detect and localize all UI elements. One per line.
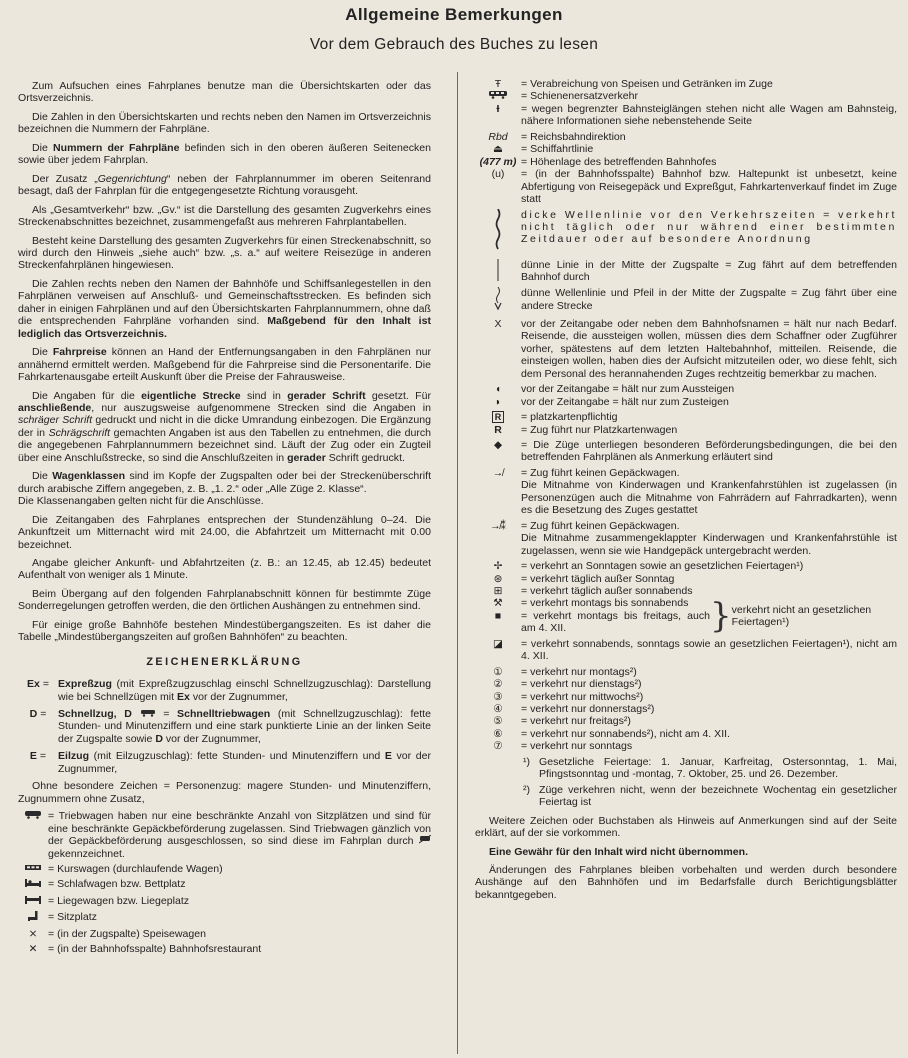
legend-entry-bedarfshalt: X vor der Zeitangabe oder neben dem Bahnhofsnamen = hält nur nach Bedarf. Reisende, die aussteigen wollen, müssen dies dem Schaffner oder Zugführer vorher, spätestens auf dem letzten Haltebahnhof, mitteilen. Reisende, die einsteigen wollen, haben dies der Aufsicht mitzuteilen oder, wo diese fehlt, sich dem Personal des herannahenden Zuges rechtzeitig bemerkbar zu machen. bbox=[494, 317, 897, 380]
paragraph: Beim Übergang auf den folgenden Fahrplanabschnitt können für bestimmte Züge Sonderregelungen getroffen werden, die den örtlichen Aushängen zu entnehmen sind. bbox=[18, 587, 431, 613]
paragraph: Die Angaben für die eigentliche Strecke sind in gerader Schrift gesetzt. Für anschließende, nur auszugsweise aufgenommene Strecken sind die Angaben in schräger Schrift gedruckt und nicht in die dicke Umrandung einbezogen. Die Ergänzung der in Schrägschrift gemachten Angaben ist aus den Tabellen zu entnehmen, die durch die angegebenen Fahrplannummern bezeichnet sind. Läuft der Zug oder ein Zugteil über eine Anschlußstrecke, so sind die Anschlußzeiten in gerader Schrift gedruckt. bbox=[18, 389, 432, 464]
legend-group-werktage: ⚒ = verkehrt montags bis sonnabends ■ = verkehrt montags bis freitags, auch am 4. XII. } verkehrt nicht an gesetzlichen Feiertagen¹) bbox=[475, 597, 897, 634]
legend-entry-wochenende: ◪ = verkehrt sonnabends, sonntags sowie an gesetzlichen Feiertagen¹), nicht am 4. XII. bbox=[475, 638, 897, 663]
cross-icon: ✢ bbox=[493, 560, 503, 573]
paragraph: Die Zeitangaben des Fahrplanes entsprechen der Stundenzählung 0–24. Die Ankunftzeit um Mitternacht wird mit 24.00, die Abfahrtzeit um Mitternacht mit 0.00 bezeichnet. bbox=[18, 513, 431, 551]
legend-entry-taeglich-ausser-sonntag: ⊛ = verkehrt täglich außer Sonntag bbox=[475, 573, 897, 585]
legend-entry-hoehenlage: (477 m) = Höhenlage des betreffenden Bahnhofes bbox=[479, 155, 717, 168]
legend-entry-befoerderungsbedingungen: ◆ = Die Züge unterliegen besonderen Beförderungsbedingungen, die bei den betreffenden Fahrplänen als Anmerkung erläutert sind bbox=[475, 439, 897, 464]
note-weitere-zeichen: Weitere Zeichen oder Buchstaben als Hinweis auf Anmerkungen sind auf der Seite erklärt, auf der sie vorkommen. bbox=[475, 814, 897, 840]
brace-icon: } bbox=[710, 596, 732, 637]
square-icon: ■ bbox=[494, 609, 502, 622]
left-column bbox=[18, 80, 431, 959]
cutlery-icon: ⨯ bbox=[28, 927, 38, 940]
weekday-icon: ⊛ bbox=[493, 572, 503, 585]
legend-entry-express: Ex = Expreßzug (mit Expreßzugzuschlag einschl Schnellzugzuschlag): Darstellung wie bei Schnellzügen mit Ex vor der Zugnummer, bbox=[27, 678, 431, 703]
legend-entry-montags: ① = verkehrt nur montags²) bbox=[493, 665, 637, 678]
page-subtitle: Vor dem Gebrauch des Buches zu lesen bbox=[309, 36, 599, 53]
legend-entry-eilzug: E = Eilzug (mit Eilzugzuschlag): fette Stunden- und Minutenziffern und E vor der Zugnummer, bbox=[29, 750, 431, 775]
legend-entry-speisen: Ŧ = Verabreichung von Speisen und Getränken im Zuge bbox=[475, 78, 897, 90]
footnote-feiertage: ¹) Gesetzliche Feiertage: 1. Januar, Karfreitag, Ostersonntag, 1. Mai, Pfingstsonntag und -montag, 7. Oktober, 25. und 26. Dezember. bbox=[523, 755, 897, 781]
railcar-icon bbox=[140, 709, 156, 717]
legend-entry-mittwochs: ③ = verkehrt nur mittwochs²) bbox=[493, 690, 644, 703]
page-title: Allgemeine Bemerkungen bbox=[345, 5, 563, 24]
note-gewaehr: Eine Gewähr für den Inhalt wird nicht übernommen. bbox=[489, 845, 749, 858]
platform-icon: Ɨ bbox=[496, 102, 500, 115]
legend-entry-kein-gepaeckwagen-1: ↛ = Zug führt keinen Gepäckwagen. Die Mitnahme von Kinderwagen und Krankenfahrstühlen ist zugelassen (in Personenzügen auch die Mitnahme von Fahrrädern auf Fahrradkarten), wenn es die Besetzung des Zuges gestattet bbox=[475, 467, 897, 517]
crossed-hammers-icon: ⚒ bbox=[493, 597, 503, 610]
ship-icon: ⏏ bbox=[493, 143, 503, 156]
couchette-icon bbox=[24, 895, 42, 905]
paragraph: Als „Gesamtverkehr“ bzw. „Gv.“ ist die Darstellung des gesamten Zugverkehrs eines Streckenabschnittes bezeichnet, zusammengefaßt aus mehreren Fahrplantabellen. bbox=[18, 203, 431, 229]
half-circle-right-icon: ◗ bbox=[494, 395, 502, 408]
paragraph: Die Zahlen rechts neben den Namen der Bahnhöfe und Schiffsanlegestellen in den Fahrplänen verweisen auf Anschluß- und Gemeinschaftsstrecken. Es befinden sich daher in einigen Fahrplänen und auf den Übersichtskarten Fahrplannummern, ohne daß die entsprechenden Fahrpläne vorhanden sind. Maßgebend für den Inhalt ist lediglich das Ortsverzeichnis. bbox=[18, 277, 431, 340]
legend-entry-mo-sa: ⚒ = verkehrt montags bis sonnabends bbox=[475, 597, 710, 609]
legend-entry-sonnabends: ⑥ = verkehrt nur sonnabends²), nicht am 4. XII. bbox=[493, 727, 730, 740]
right-column bbox=[475, 78, 897, 905]
legend-entry-triebwagen: = Triebwagen haben nur eine beschränkte Anzahl von Sitzplätzen und sind für eine beschränkte Gepäckbeförderung zugelassen. Sind Triebwagen gänzlich von der Gepäckbeförderung ausgeschlossen, so sind diese im Fahrplan durch gekennzeichnet. bbox=[18, 810, 431, 860]
legend-entry-aussteigen: ◖ vor der Zeitangabe = hält nur zum Aussteigen bbox=[475, 383, 897, 395]
legend-entry-sonntags: ✢ = verkehrt an Sonntagen sowie an gesetzlichen Feiertagen¹) bbox=[475, 560, 897, 572]
legend-entry-speisewagen: ⨯ = (in der Zugspalte) Speisewagen bbox=[18, 928, 431, 940]
paragraph: Die Wagenklassen sind im Kopfe der Zugspalten oder bei der Streckenüberschrift durch arabische Ziffern angegeben, z. B. „1. 2.“ oder „Alle Züge 2. Klasse“. bbox=[18, 470, 431, 495]
legend-entry-platzkarte: R = platzkartenpflichtig bbox=[475, 411, 897, 423]
thick-wavy-line-icon bbox=[494, 209, 502, 253]
thin-line-icon bbox=[495, 259, 501, 281]
railcar-icon bbox=[24, 810, 42, 819]
paragraph: Die Fahrpreise können an Hand der Entfernungsangaben in den Fahrplänen nur annähernd ermittelt werden. Maßgebend für die Fahrpreise sind die Personentarife. Die Fahrkartenausgabe erteilt Auskunft über die Preise der Fahrausweise. bbox=[18, 346, 431, 384]
legend-entry-schiffahrt: ⏏ = Schiffahrtlinie bbox=[475, 143, 897, 155]
wavy-arrow-icon bbox=[493, 287, 503, 311]
legend-entry-kurswagen: = Kurswagen (durchlaufende Wagen) bbox=[18, 863, 431, 875]
half-circle-left-icon: ◖ bbox=[494, 383, 502, 396]
paragraph: Die Zahlen in den Übersichtskarten und rechts neben den Namen im Ortsverzeichnis bezeichnen die Nummern der Fahrpläne. bbox=[18, 110, 431, 136]
legend-entry-sitzplatz: = Sitzplatz bbox=[18, 911, 431, 924]
paragraph: Für einige große Bahnhöfe bestehen Mindestübergangszeiten. Es ist daher die Tabelle „Mindestübergangszeiten auf großen Bahnhöfen“ zu beachten. bbox=[18, 618, 431, 644]
cup-icon: Ŧ bbox=[494, 78, 502, 90]
footnote-wochentag: ²) Züge verkehren nicht, wenn der bezeichnete Wochentag ein gesetzlicher Feiertag ist bbox=[523, 783, 897, 809]
through-coach-icon bbox=[24, 864, 42, 872]
legend-entry-wellenlinie-pfeil: dünne Wellenlinie und Pfeil in der Mitte der Zugspalte = Zug fährt über eine andere Strecke bbox=[475, 287, 897, 314]
no-baggage-car-crossed-icon: ↛⁑ bbox=[490, 519, 506, 532]
legend-entry-taeglich-ausser-sonnabends: ⊞ = verkehrt täglich außer sonnabends bbox=[475, 585, 897, 597]
legend-entry-freitags: ⑤ = verkehrt nur freitags²) bbox=[493, 715, 631, 728]
diamond-icon: ◆ bbox=[493, 438, 503, 451]
legend-entry-rbd: Rbd = Reichsbahndirektion bbox=[488, 130, 626, 143]
cutlery-icon: ✕ bbox=[28, 943, 38, 956]
legend-entry-personenzug: Ohne besondere Zeichen = Personenzug: magere Stunden- und Minutenziffern, Zugnummern ohne Zusatz, bbox=[18, 780, 431, 805]
bus-icon bbox=[488, 90, 508, 99]
legend-entry-mo-fr: ■ = verkehrt montags bis freitags, auch am 4. XII. bbox=[475, 610, 710, 635]
seat-icon bbox=[27, 911, 39, 921]
legend-entry-sonntags-nur: ⑦ = verkehrt nur sonntags bbox=[493, 740, 633, 753]
sleeper-icon bbox=[24, 878, 42, 888]
legend-entry-liegewagen: = Liegewagen bzw. Liegeplatz bbox=[18, 895, 431, 908]
legend-entry-schnellzug: D = Schnellzug, D = Schnelltriebwagen (mit Schnellzugzuschlag): fette Stunden- und Minutenziffern und eine stark punktierte Linie an der linken Seite der Zugspalte sowie D vor der Zugnummer, bbox=[29, 708, 431, 745]
legend-entry-wellenlinie-dick: dicke Wellenlinie vor den Verkehrszeiten = verkehrt nicht täglich oder nur während einer bestimmten Zeitdauer oder auf besondere Anordnung bbox=[475, 209, 897, 256]
legend-entry-bahnhofsrestaurant: ✕ = (in der Bahnhofsspalte) Bahnhofsrestaurant bbox=[18, 943, 431, 955]
legend-entry-bahnsteig: Ɨ = wegen begrenzter Bahnsteiglängen stehen nicht alle Wagen am Bahnsteig, nähere Informationen siehe nebenstehende Seite bbox=[475, 103, 897, 128]
paragraph: Der Zusatz „Gegenrichtung“ neben der Fahrplannummer im oberen Seitenrand besagt, daß der Fahrplan für die entgegengesetzte Richtung vorausgeht. bbox=[18, 172, 431, 198]
legend-entry-donnerstags: ④ = verkehrt nur donnerstags²) bbox=[493, 703, 655, 716]
legend-entry-zusteigen: ◗ vor der Zeitangabe = hält nur zum Zusteigen bbox=[475, 396, 897, 408]
boxed-half-icon: ◪ bbox=[493, 637, 503, 650]
legend-entry-linie-duenn: dünne Linie in der Mitte der Zugspalte = Zug fährt auf dem betreffenden Bahnhof durch bbox=[475, 259, 897, 284]
legend-entry-dienstags: ② = verkehrt nur dienstags²) bbox=[493, 678, 642, 691]
legend-entry-schlafwagen: = Schlafwagen bzw. Bettplatz bbox=[18, 878, 431, 891]
legend-heading: ZEICHENERKLÄRUNG bbox=[146, 655, 303, 668]
note-aenderungen: Änderungen des Fahrplanes bleiben vorbehalten und werden durch besondere Aushänge auf den Bahnhöfen und im Bedarfsfalle durch Berichtigungsblätter bekanntgegeben. bbox=[475, 864, 897, 901]
legend-entry-unbesetzt: (u) = (in der Bahnhofsspalte) Bahnhof bzw. Haltepunkt ist unbesetzt, keine Abfertigung von Reisegepäck und Expreßgut, Fahrkartenverkauf findet im Zuge statt bbox=[491, 168, 897, 206]
paragraph: Die Klassenangaben gelten nicht für die Anschlüsse. bbox=[18, 495, 264, 508]
column-divider bbox=[457, 72, 458, 1054]
paragraph: Die Nummern der Fahrpläne befinden sich in den oberen äußeren Seitenecken sowie über jedem Fahrplan. bbox=[18, 141, 432, 167]
boxed-plus-icon: ⊞ bbox=[493, 584, 503, 597]
legend-entry-platzkartenwagen: R = Zug führt nur Platzkartenwagen bbox=[494, 423, 678, 436]
legend-entry-kein-gepaeckwagen-2: ↛⁑ = Zug führt keinen Gepäckwagen. Die Mitnahme zusammengeklappter Kinderwagen und Krankenfahrstühle ist zugelassen, wenn sie wie Handgepäck untergebracht werden. bbox=[475, 520, 897, 557]
no-baggage-car-icon: ↛ bbox=[492, 466, 504, 479]
paragraph: Zum Aufsuchen eines Fahrplanes benutze man die Übersichtskarten oder das Ortsverzeichnis. bbox=[18, 80, 431, 105]
paragraph: Angabe gleicher Ankunft- und Abfahrtzeiten (z. B.: an 12.45, ab 12.45) bedeutet Aufenthalt von weniger als 1 Minute. bbox=[18, 556, 431, 582]
paragraph: Besteht keine Darstellung des gesamten Zugverkehrs für einen Streckenabschnitt, so wird durch den Hinweis „siehe auch“ bzw. „s. a.“ auf weitere Reisezüge in anderen Streckenfahrplänen hingewiesen. bbox=[18, 234, 431, 272]
reservation-r-icon: R bbox=[475, 411, 521, 423]
railcar-crossed-icon bbox=[419, 835, 431, 844]
legend-entry-schienenersatz: = Schienenersatzverkehr bbox=[475, 90, 897, 102]
